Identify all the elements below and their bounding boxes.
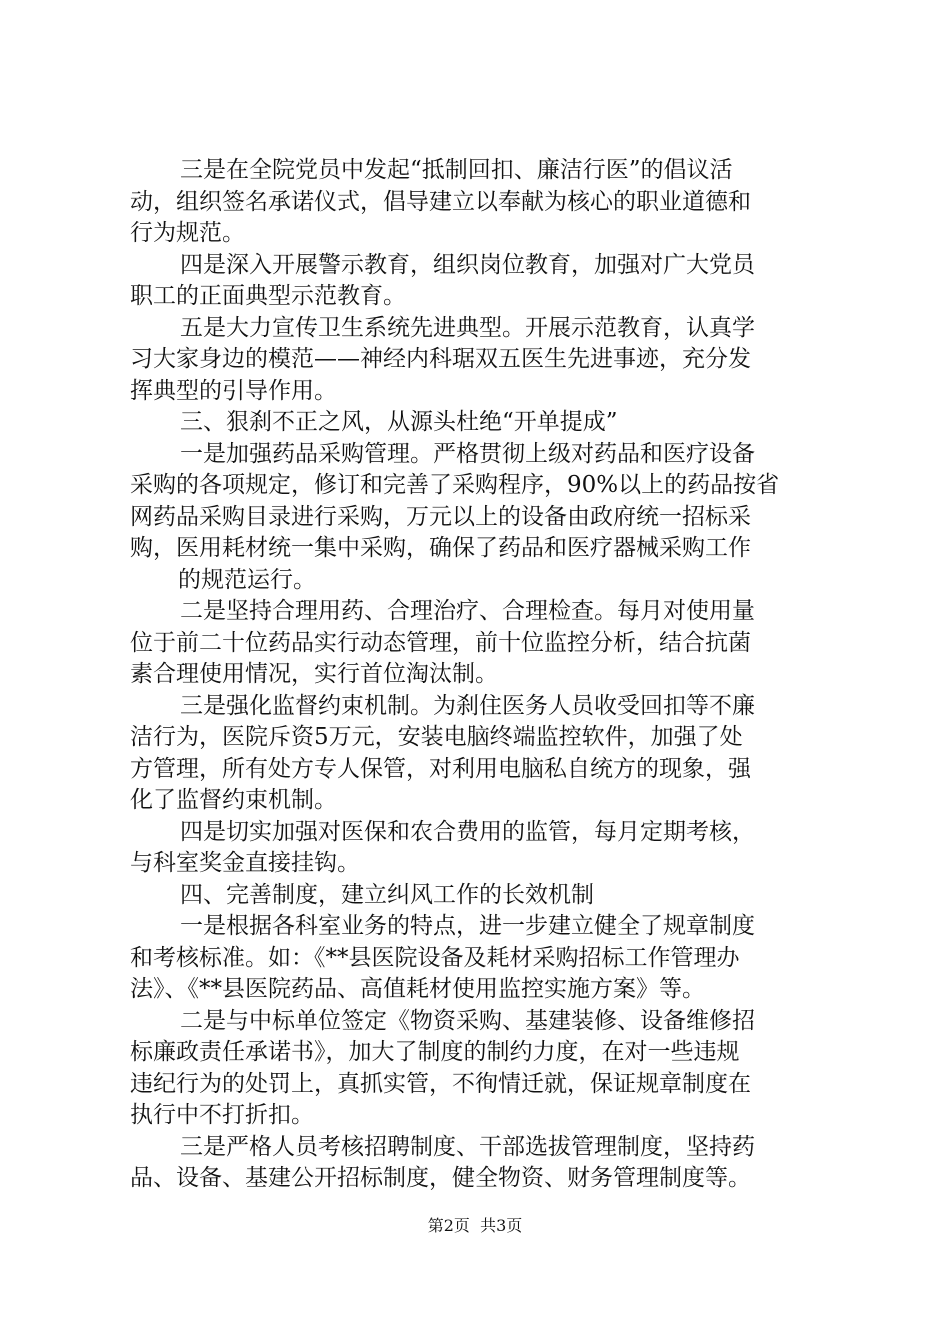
- text-line: 位于前二十位药品实行动态管理，前十位监控分析，结合抗菌: [130, 629, 751, 656]
- text-line: 购，医用耗材统一集中采购，确保了药品和医疗器械采购工作: [130, 535, 751, 561]
- text-line: 三是严格人员考核招聘制度、干部选拔管理制度，坚持药: [180, 1133, 755, 1160]
- text-line: 与科室奖金直接挂钩。: [130, 850, 360, 876]
- text-line: 四、完善制度，建立纠风工作的长效机制: [180, 881, 594, 908]
- text-line: 违纪行为的处罚上，真抓实管，不徇情迁就，保证规章制度在: [130, 1070, 751, 1097]
- text-line: 二是与中标单位签定《物资采购、基建装修、设备维修招: [180, 1007, 755, 1034]
- text-line: 洁行为，医院斥资5万元，安装电脑终端监控软件，加强了处: [130, 724, 743, 750]
- text-line: 的规范运行。: [178, 566, 316, 593]
- text-line: 法》、《**县医院药品、高值耗材使用监控实施方案》等。: [130, 976, 705, 1002]
- text-line: 习大家身边的模范——神经内科琚双五医生先进事迹，充分发: [130, 346, 751, 372]
- text-line: 执行中不打折扣。: [130, 1102, 314, 1128]
- text-line: 一是加强药品采购管理。严格贯彻上级对药品和医疗设备: [180, 440, 755, 467]
- text-line: 一是根据各科室业务的特点，进一步建立健全了规章制度: [180, 913, 755, 939]
- text-line: 职工的正面典型示范教育。: [130, 283, 406, 309]
- text-line: 行为规范。: [130, 220, 245, 246]
- text-line: 动，组织签名承诺仪式，倡导建立以奉献为核心的职业道德和: [130, 188, 751, 215]
- page-footer: 第2页 共3页: [427, 1216, 523, 1235]
- text-line: 化了监督约束机制。: [130, 787, 337, 813]
- text-line: 采购的各项规定，修订和完善了采购程序，90%以上的药品按省: [130, 472, 780, 498]
- text-line: 四是切实加强对医保和农合费用的监管，每月定期考核，: [180, 818, 755, 845]
- text-line: 网药品采购目录进行采购，万元以上的设备由政府统一招标采: [130, 503, 751, 530]
- text-line: 方管理，所有处方专人保管，对利用电脑私自统方的现象，强: [130, 755, 751, 782]
- document-body: [130, 155, 830, 1195]
- text-line: 三、狠刹不正之风，从源头杜绝“开单提成”: [180, 409, 618, 435]
- text-line: 品、设备、基建公开招标制度，健全物资、财务管理制度等。: [130, 1165, 751, 1191]
- text-line: 挥典型的引导作用。: [130, 377, 337, 404]
- text-line: 五是大力宣传卫生系统先进典型。开展示范教育，认真学: [180, 314, 755, 341]
- text-line: 标廉政责任承诺书》，加大了制度的制约力度，在对一些违规: [130, 1039, 740, 1065]
- text-line: 三是强化监督约束机制。为刹住医务人员收受回扣等不廉: [180, 692, 755, 719]
- text-line: 四是深入开展警示教育，组织岗位教育，加强对广大党员: [180, 251, 755, 278]
- text-line: 素合理使用情况，实行首位淘汰制。: [130, 661, 498, 687]
- text-line: 和考核标准。如：《**县医院设备及耗材采购招标工作管理办: [130, 944, 740, 971]
- text-line: 二是坚持合理用药、合理治疗、合理检查。每月对使用量: [180, 598, 755, 624]
- text-line: 三是在全院党员中发起“抵制回扣、廉洁行医”的倡议活: [180, 157, 733, 183]
